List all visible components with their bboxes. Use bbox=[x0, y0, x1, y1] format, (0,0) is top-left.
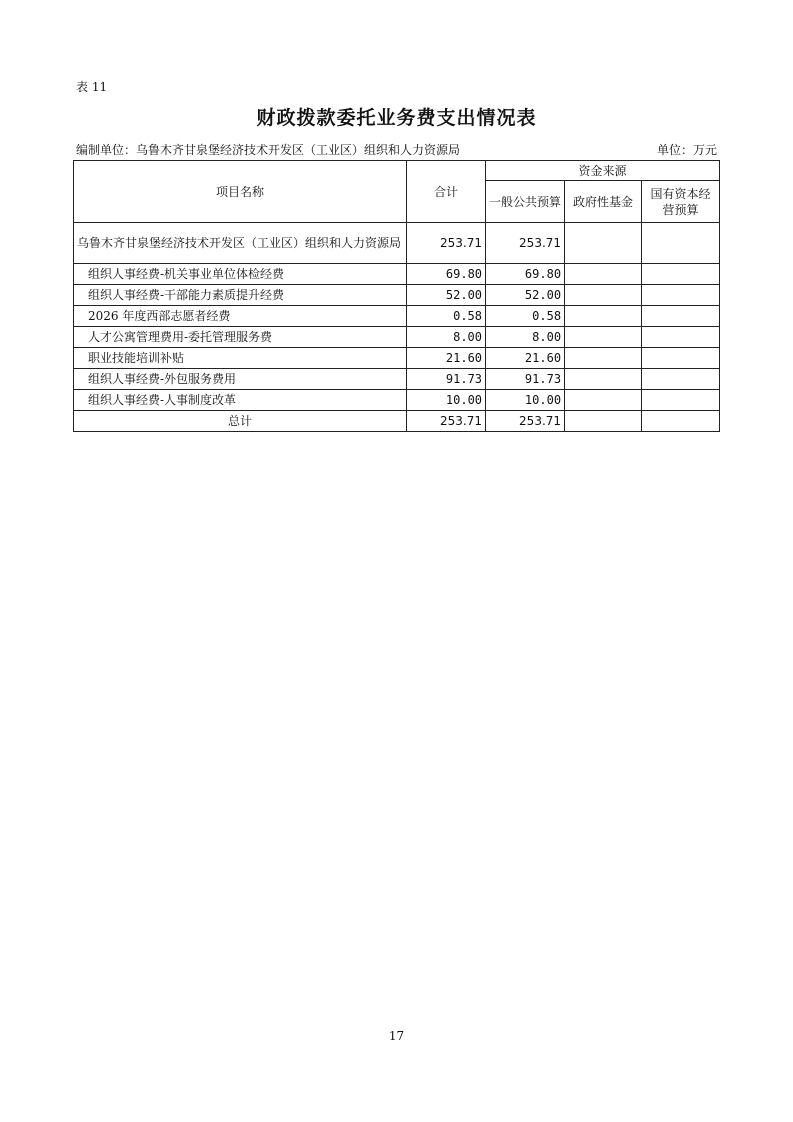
cell-name: 2026 年度西部志愿者经费 bbox=[74, 306, 407, 327]
table-row-main bbox=[74, 223, 720, 264]
table-row bbox=[74, 264, 720, 285]
cell-soe bbox=[641, 411, 719, 432]
header-gov-fund: 政府性基金 bbox=[565, 181, 642, 223]
compiling-unit: 编制单位：乌鲁木齐甘泉堡经济技术开发区（工业区）组织和人力资源局 bbox=[76, 143, 461, 157]
cell-soe bbox=[641, 369, 719, 390]
cell-general: 253.71 bbox=[486, 223, 565, 264]
table-row bbox=[74, 369, 720, 390]
cell-name: 乌鲁木齐甘泉堡经济技术开发区（工业区）组织和人力资源局 bbox=[74, 223, 407, 264]
cell-total: 10.00 bbox=[406, 390, 485, 411]
header-fund-source: 资金来源 bbox=[486, 161, 720, 181]
cell-total: 0.58 bbox=[406, 306, 485, 327]
cell-total: 253.71 bbox=[406, 411, 485, 432]
table-row bbox=[74, 348, 720, 369]
cell-total: 21.60 bbox=[406, 348, 485, 369]
cell-general: 69.80 bbox=[486, 264, 565, 285]
table-row-total bbox=[74, 411, 720, 432]
cell-gov-fund bbox=[565, 285, 642, 306]
table-number: 表 11 bbox=[76, 80, 108, 94]
table-row bbox=[74, 327, 720, 348]
cell-general: 21.60 bbox=[486, 348, 565, 369]
cell-soe bbox=[641, 223, 719, 264]
cell-general: 52.00 bbox=[486, 285, 565, 306]
cell-total: 69.80 bbox=[406, 264, 485, 285]
table-row bbox=[74, 306, 720, 327]
cell-general: 8.00 bbox=[486, 327, 565, 348]
cell-total: 52.00 bbox=[406, 285, 485, 306]
header-project-name: 项目名称 bbox=[74, 161, 407, 223]
cell-gov-fund bbox=[565, 327, 642, 348]
cell-name: 职业技能培训补贴 bbox=[74, 348, 407, 369]
cell-general: 253.71 bbox=[486, 411, 565, 432]
cell-name: 人才公寓管理费用-委托管理服务费 bbox=[74, 327, 407, 348]
page-title: 财政拨款委托业务费支出情况表 bbox=[256, 107, 537, 129]
cell-gov-fund bbox=[565, 306, 642, 327]
cell-general: 91.73 bbox=[486, 369, 565, 390]
cell-gov-fund bbox=[565, 264, 642, 285]
cell-total: 91.73 bbox=[406, 369, 485, 390]
cell-soe bbox=[641, 390, 719, 411]
table-row bbox=[74, 390, 720, 411]
table-row bbox=[74, 285, 720, 306]
page-number: 17 bbox=[388, 1029, 405, 1043]
cell-gov-fund bbox=[565, 223, 642, 264]
cell-general: 10.00 bbox=[486, 390, 565, 411]
cell-name: 总计 bbox=[74, 411, 407, 432]
cell-total: 253.71 bbox=[406, 223, 485, 264]
cell-gov-fund bbox=[565, 411, 642, 432]
expenditure-table bbox=[73, 160, 720, 432]
header-soe-budget: 国有资本经营预算 bbox=[641, 181, 719, 223]
cell-gov-fund bbox=[565, 348, 642, 369]
currency-unit: 单位：万元 bbox=[656, 143, 717, 157]
cell-soe bbox=[641, 285, 719, 306]
cell-gov-fund bbox=[565, 390, 642, 411]
cell-total: 8.00 bbox=[406, 327, 485, 348]
header-general-budget: 一般公共预算 bbox=[486, 181, 565, 223]
cell-gov-fund bbox=[565, 369, 642, 390]
cell-name: 组织人事经费-外包服务费用 bbox=[74, 369, 407, 390]
cell-general: 0.58 bbox=[486, 306, 565, 327]
cell-soe bbox=[641, 306, 719, 327]
cell-soe bbox=[641, 264, 719, 285]
cell-soe bbox=[641, 327, 719, 348]
header-total: 合计 bbox=[406, 161, 485, 223]
cell-name: 组织人事经费-干部能力素质提升经费 bbox=[74, 285, 407, 306]
cell-soe bbox=[641, 348, 719, 369]
cell-name: 组织人事经费-人事制度改革 bbox=[74, 390, 407, 411]
cell-name: 组织人事经费-机关事业单位体检经费 bbox=[74, 264, 407, 285]
